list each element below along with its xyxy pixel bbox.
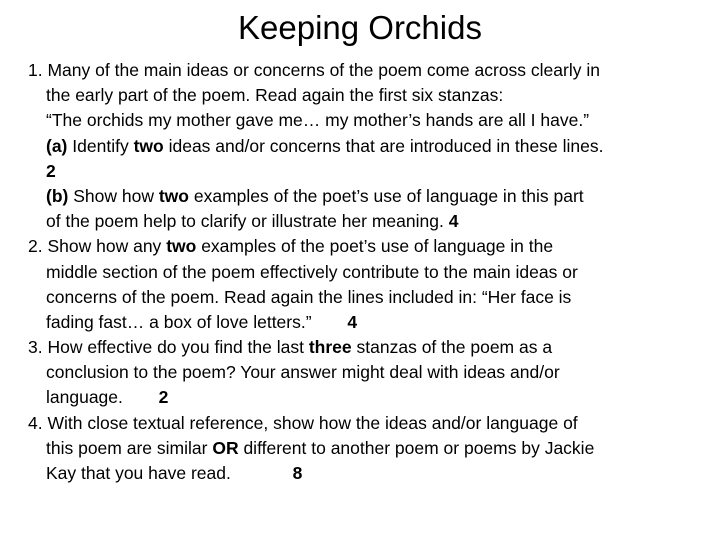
q2-text-1: Show how any [47,236,162,257]
q1-quote [28,108,696,133]
q3-line-2-text: conclusion to the poem? Your answer might deal with ideas and/or [46,362,560,383]
q1-a-text-1: Identify [72,135,129,156]
q1-b-line-1 [28,184,696,209]
q2-number: 2. [28,236,43,257]
q3-line-1 [28,335,696,360]
q4-line-2-b: different to another poem or poems by Jackie [243,437,595,458]
q1-number: 1. [28,60,43,80]
q2-line-1 [28,234,696,259]
q4-line-1 [28,411,696,436]
q1-intro-a: Many of the main ideas or concerns of the poem come across clearly in [47,60,600,80]
q1-b-text-1: Show how [73,185,154,206]
q2-line-3-text: concerns of the poem. Read again the lines included in: “Her face is [46,286,572,307]
q1-line-2 [28,83,696,108]
q1-a-bold: two [133,135,164,156]
q2-marks: 4 [347,311,358,332]
q1-b-bold: two [158,185,189,206]
q1-b-marks: 4 [448,211,459,232]
q3-bold: three [308,337,352,358]
q3-text-2: stanzas of the poem as a [356,337,553,358]
q1-b-text-2: examples of the poet’s use of language in this part [193,185,584,206]
q1-intro-b: the early part of the poem. Read again the first six stanzas: [46,85,504,106]
q1-a-line-2 [28,159,696,184]
q4-line-2-a: this poem are similar [46,437,208,458]
q3-line-3 [28,385,696,410]
q4-line-1-text: With close textual reference, show how the ideas and/or language of [47,412,578,433]
q1-a-line-1 [28,134,696,159]
q1-b-text-3: of the poem help to clarify or illustrate her meaning. [46,211,444,232]
q2-text-2: examples of the poet’s use of language in the [201,236,554,257]
q4-number: 4. [28,412,43,433]
questions-body [28,58,696,486]
q2-line-4-text: fading fast… a box of love letters.” [46,311,312,332]
q1-a-text-2: ideas and/or concerns that are introduced in these lines. [168,135,604,156]
q3-line-2 [28,360,696,385]
q2-bold: two [166,236,197,257]
q4-bold: OR [212,437,239,458]
q2-line-2 [28,260,696,285]
q1-quote-text: “The orchids my mother gave me… my mother’s hands are all I have.” [46,110,590,131]
page-title: Keeping Orchids [238,9,482,46]
q2-line-2-text: middle section of the poem effectively contribute to the main ideas or [46,261,578,282]
q2-line-3 [28,285,696,310]
q4-line-3 [28,461,696,486]
q3-text-1: How effective do you find the last [47,337,304,358]
q1-b-label: (b) [46,185,69,206]
q4-line-3-text: Kay that you have read. [46,463,231,483]
q1-a-label: (a) [46,135,68,156]
q2-line-4 [28,310,696,335]
q4-marks: 8 [292,463,303,483]
q4-line-2 [28,436,696,461]
q3-line-3-text: language. [46,387,123,408]
q3-number: 3. [28,337,43,358]
q1-a-marks: 2 [46,160,56,181]
q1-b-line-2 [28,209,696,234]
q3-marks: 2 [158,387,169,408]
q1-line-1 [28,58,696,83]
